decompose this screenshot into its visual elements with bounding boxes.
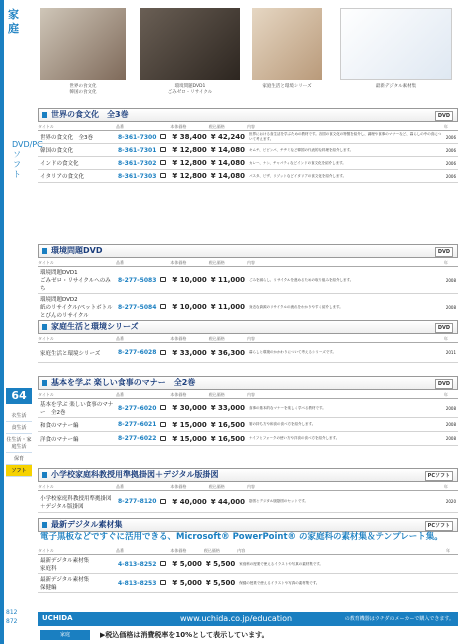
price-cell: ¥ 30,000: [170, 399, 208, 418]
description-cell: ナイフとフォークの使い方や洋食の食べ方を紹介します。: [247, 432, 444, 446]
description-cell: 箸の持ち方や和食の食べ方を紹介します。: [247, 418, 444, 432]
description-cell: カレー、ナン、チャパティなどインドの食文化を紹介します。: [247, 157, 444, 170]
table-header-cell: 内容: [247, 484, 444, 491]
table-header-cell: タイトル: [38, 260, 116, 267]
table-header-cell: 年: [446, 548, 458, 555]
year-cell: 2008: [444, 418, 458, 432]
product-table: [38, 484, 458, 513]
table-header-cell: 年: [444, 392, 458, 399]
section-title: [38, 320, 458, 334]
cart-icon: [160, 277, 166, 282]
product-code[interactable]: 8-361-7300: [116, 131, 158, 144]
table-row[interactable]: [38, 491, 458, 513]
description-cell: 暮らしと環境のかかわりについて考えるシリーズです。: [247, 343, 444, 363]
product-code[interactable]: 4-813-8252: [116, 555, 158, 574]
cart-icon: [160, 422, 166, 427]
product-table: [38, 260, 458, 321]
side-nav: [6, 410, 32, 477]
cart-icon: [160, 580, 166, 585]
side-foot-page-2: 872: [6, 618, 18, 625]
cart-icon: [160, 499, 166, 504]
order-mark: [158, 144, 170, 157]
table-header-cell: タイトル: [38, 124, 116, 131]
side-category-title: 家庭: [8, 8, 19, 35]
product-name: 韓国の食文化: [38, 144, 116, 157]
product-code[interactable]: 8-277-6021: [116, 418, 158, 432]
table-row[interactable]: [38, 144, 458, 157]
tax-price-cell: ¥ 16,500: [209, 432, 247, 446]
table-header-cell: 品番: [116, 124, 158, 131]
table-row[interactable]: [38, 343, 458, 363]
price-cell: ¥ 12,800: [170, 157, 208, 170]
section-title-text: 最新デジタル素材集: [51, 520, 123, 529]
side-vertical-label: DVD/PCソフト: [12, 140, 43, 179]
footer-url[interactable]: www.uchida.co.jp/education: [180, 614, 293, 623]
order-mark: [158, 574, 170, 593]
order-mark: [158, 343, 170, 363]
table-header-cell: 内容: [247, 124, 444, 131]
price-cell: ¥ 38,400: [170, 131, 208, 144]
promo-banner: 電子黒板などですぐに活用できる、Microsoft® PowerPoint® の家庭科の素材集＆テンプレート集。: [40, 532, 443, 542]
media-badge: DVD: [435, 111, 453, 121]
photo-caption-1: 世界の食文化 韓国の食文化: [69, 84, 97, 95]
year-cell: 2006: [444, 170, 458, 183]
year-cell: 2006: [444, 131, 458, 144]
product-code[interactable]: 8-361-7302: [116, 157, 158, 170]
year-cell: [446, 555, 458, 574]
product-code[interactable]: 4-813-8253: [116, 574, 158, 593]
table-header-cell: 品番: [116, 260, 158, 267]
product-code[interactable]: 8-277-5084: [116, 294, 158, 321]
table-header-cell: 内容: [247, 336, 444, 343]
table-header-cell: タイトル: [38, 548, 116, 555]
side-foot-pages: [6, 608, 17, 626]
product-table: [38, 392, 458, 446]
tax-price-cell: ¥ 14,080: [209, 144, 247, 157]
table-header-cell: 本体価格: [170, 548, 203, 555]
section-title-text: 家庭生活と環境シリーズ: [51, 322, 139, 331]
section-title: [38, 468, 458, 482]
photo-digital-materials: [340, 8, 452, 80]
media-badge: DVD: [435, 379, 453, 389]
tax-price-cell: ¥ 5,500: [204, 574, 237, 593]
product-name: 洋食のマナー編: [38, 432, 116, 446]
media-badge: PCソフト: [425, 521, 453, 531]
table-header-cell: 内容: [247, 260, 444, 267]
table-row[interactable]: [38, 418, 458, 432]
description-cell: 食事の基本的なマナーを楽しく学べる教材です。: [247, 399, 444, 418]
product-name: 家庭生活と環境シリーズ: [38, 343, 116, 363]
year-cell: 2006: [444, 157, 458, 170]
product-name: 世界の食文化 全3巻: [38, 131, 116, 144]
photo-environment: [140, 8, 240, 80]
table-header-cell: 年: [444, 260, 458, 267]
tax-price-cell: ¥ 16,500: [209, 418, 247, 432]
table-row[interactable]: [38, 170, 458, 183]
price-cell: ¥ 15,000: [170, 432, 208, 446]
year-cell: 2008: [444, 294, 458, 321]
table-header-cell: 税込価格: [209, 336, 247, 343]
product-code[interactable]: 8-361-7303: [116, 170, 158, 183]
order-mark: [158, 170, 170, 183]
price-cell: ¥ 10,000: [170, 267, 208, 294]
tax-price-cell: ¥ 5,500: [204, 555, 237, 574]
table-header-cell: 税込価格: [209, 260, 247, 267]
price-cell: ¥ 33,000: [170, 343, 208, 363]
cart-icon: [160, 134, 166, 139]
table-row[interactable]: [38, 399, 458, 418]
order-mark: [158, 131, 170, 144]
tax-price-cell: ¥ 44,000: [209, 491, 247, 513]
table-row[interactable]: [38, 267, 458, 294]
description-cell: パスタ、ピザ、リゾットなどイタリアの食文化を紹介します。: [247, 170, 444, 183]
table-row[interactable]: [38, 157, 458, 170]
table-header-cell: 税込価格: [209, 484, 247, 491]
media-badge: DVD: [435, 323, 453, 333]
table-header-cell: 品番: [116, 548, 158, 555]
section-title-text: 環境問題DVD: [51, 246, 103, 255]
product-name: 環境問題DVD2 紙のリサイクル/ペットボトルとびんのリサイクル: [38, 294, 116, 321]
year-cell: 2020: [444, 491, 458, 513]
product-code[interactable]: 8-361-7301: [116, 144, 158, 157]
side-nav-item[interactable]: 食生活: [6, 422, 32, 434]
footer-right-note: の教育機器はウチダのメーカーで購入できます。: [344, 616, 454, 622]
description-cell: 家庭科の授業で使えるイラストや写真の素材集です。: [237, 555, 446, 574]
cart-icon: [160, 304, 166, 309]
order-mark: [158, 399, 170, 418]
photo-family: [252, 8, 322, 80]
side-accent-bar: [0, 0, 4, 644]
product-code[interactable]: 8-277-5083: [116, 267, 158, 294]
description-cell: 世界における食生活を学ぶための教材です。各国の食文化の特徴を紹介し、調理や食事のマナーなど、暮らしの中の食について考えます。: [247, 131, 444, 144]
table-header-cell: タイトル: [38, 392, 116, 399]
section-title: [38, 244, 458, 258]
table-header-cell: 内容: [237, 548, 446, 555]
table-row[interactable]: [38, 574, 458, 593]
year-cell: 2008: [444, 399, 458, 418]
price-cell: ¥ 12,800: [170, 144, 208, 157]
cart-icon: [160, 561, 166, 566]
tax-price-cell: ¥ 33,000: [209, 399, 247, 418]
year-cell: [446, 574, 458, 593]
price-cell: ¥ 15,000: [170, 418, 208, 432]
price-cell: ¥ 40,000: [170, 491, 208, 513]
side-foot-page-1: 812: [6, 609, 18, 616]
product-code[interactable]: 8-277-6020: [116, 399, 158, 418]
tax-note: ▶税込価格は消費税率を10%として表示しています。: [100, 631, 269, 639]
product-name: 基本を学ぶ 楽しい食事のマナー 全2巻: [38, 399, 116, 418]
price-cell: ¥ 12,800: [170, 170, 208, 183]
media-badge: PCソフト: [425, 471, 453, 481]
footer-category-tab: 家庭: [40, 630, 90, 640]
table-header-cell: 本体価格: [170, 124, 208, 131]
order-mark: [158, 432, 170, 446]
table-header-cell: 年: [444, 124, 458, 131]
table-header-cell: 本体価格: [170, 392, 208, 399]
table-header-cell: 年: [444, 336, 458, 343]
order-mark: [158, 491, 170, 513]
photo-caption-4: 最新デジタル素材集: [375, 84, 417, 89]
page-number: 64: [6, 388, 32, 404]
photo-caption-3: 家庭生活と環境シリーズ: [262, 84, 312, 89]
product-name: 小学校家庭科教授用準拠掛図＋デジタル版掛図: [38, 491, 116, 513]
side-nav-item[interactable]: 住生活・家庭生活: [6, 434, 32, 453]
product-name: 環境問題DVD1 ごみゼロ・リサイクルへのみち: [38, 267, 116, 294]
side-nav-item[interactable]: 保育: [6, 453, 32, 465]
tax-price-cell: ¥ 42,240: [209, 131, 247, 144]
table-header-cell: 品番: [116, 336, 158, 343]
side-nav-item[interactable]: 衣生活: [6, 410, 32, 422]
order-mark: [158, 294, 170, 321]
photo-food: [40, 8, 126, 80]
tax-price-cell: ¥ 14,080: [209, 157, 247, 170]
cart-icon: [160, 405, 166, 410]
side-nav-item[interactable]: ソフト: [6, 465, 32, 477]
cart-icon: [160, 160, 166, 165]
cart-icon: [160, 350, 166, 355]
table-header-cell: タイトル: [38, 336, 116, 343]
product-code[interactable]: 8-277-6022: [116, 432, 158, 446]
product-code[interactable]: 8-277-8120: [116, 491, 158, 513]
table-header-cell: 税込価格: [209, 392, 247, 399]
side-index: [0, 0, 43, 644]
section-title-text: 小学校家庭科教授用準拠掛図＋デジタル版掛図: [51, 470, 219, 479]
table-header-cell: 内容: [247, 392, 444, 399]
year-cell: 2008: [444, 267, 458, 294]
year-cell: 2008: [444, 432, 458, 446]
description-cell: キムチ、ビビンバ、チヂミなど韓国の代表的な料理を紹介します。: [247, 144, 444, 157]
table-header-cell: 年: [444, 484, 458, 491]
table-header-cell: 本体価格: [170, 336, 208, 343]
product-name: 最新デジタル素材集 保健編: [38, 574, 116, 593]
order-mark: [158, 157, 170, 170]
table-row[interactable]: [38, 432, 458, 446]
description-cell: 保健の授業で使えるイラストや写真の素材集です。: [237, 574, 446, 593]
section-title: [38, 108, 458, 122]
product-table: [38, 124, 458, 183]
table-header-cell: 本体価格: [170, 484, 208, 491]
price-cell: ¥ 10,000: [170, 294, 208, 321]
tax-price-cell: ¥ 11,000: [209, 267, 247, 294]
section-title-text: 世界の食文化 全3巻: [51, 110, 129, 119]
table-header-cell: 品番: [116, 484, 158, 491]
section-title-text: 基本を学ぶ 楽しい食事のマナー 全2巻: [51, 378, 196, 387]
year-cell: 2006: [444, 144, 458, 157]
photo-caption-2: 環境問題DVD1 ごみゼロ・リサイクル: [167, 84, 213, 95]
description-cell: 掛図とデジタル版掛図のセットです。: [247, 491, 444, 513]
table-header-cell: 品番: [116, 392, 158, 399]
price-cell: ¥ 5,000: [170, 555, 203, 574]
media-badge: DVD: [435, 247, 453, 257]
product-table: [38, 548, 458, 593]
order-mark: [158, 267, 170, 294]
product-code[interactable]: 8-277-6028: [116, 343, 158, 363]
cart-icon: [160, 436, 166, 441]
order-mark: [158, 418, 170, 432]
product-name: 最新デジタル素材集 家庭科: [38, 555, 116, 574]
photo-strip: [40, 8, 456, 98]
product-name: 和食のマナー編: [38, 418, 116, 432]
table-header-cell: 税込価格: [204, 548, 237, 555]
table-row[interactable]: [38, 131, 458, 144]
description-cell: ごみを減らし、リサイクルを進めるための取り組みを紹介します。: [247, 267, 444, 294]
product-name: イタリアの食文化: [38, 170, 116, 183]
table-row[interactable]: [38, 294, 458, 321]
table-header-cell: 税込価格: [209, 124, 247, 131]
cart-icon: [160, 147, 166, 152]
section-title: [38, 376, 458, 390]
order-mark: [158, 555, 170, 574]
tax-price-cell: ¥ 36,300: [209, 343, 247, 363]
footer-logo: UCHIDA: [42, 614, 73, 622]
tax-price-cell: ¥ 14,080: [209, 170, 247, 183]
product-table: [38, 336, 458, 363]
product-name: インドの食文化: [38, 157, 116, 170]
price-cell: ¥ 5,000: [170, 574, 203, 593]
table-header-cell: 本体価格: [170, 260, 208, 267]
tax-price-cell: ¥ 11,000: [209, 294, 247, 321]
description-cell: 身近な資源のリサイクルの流れをわかりやすく紹介します。: [247, 294, 444, 321]
table-header-cell: タイトル: [38, 484, 116, 491]
year-cell: 2011: [444, 343, 458, 363]
cart-icon: [160, 173, 166, 178]
table-row[interactable]: [38, 555, 458, 574]
